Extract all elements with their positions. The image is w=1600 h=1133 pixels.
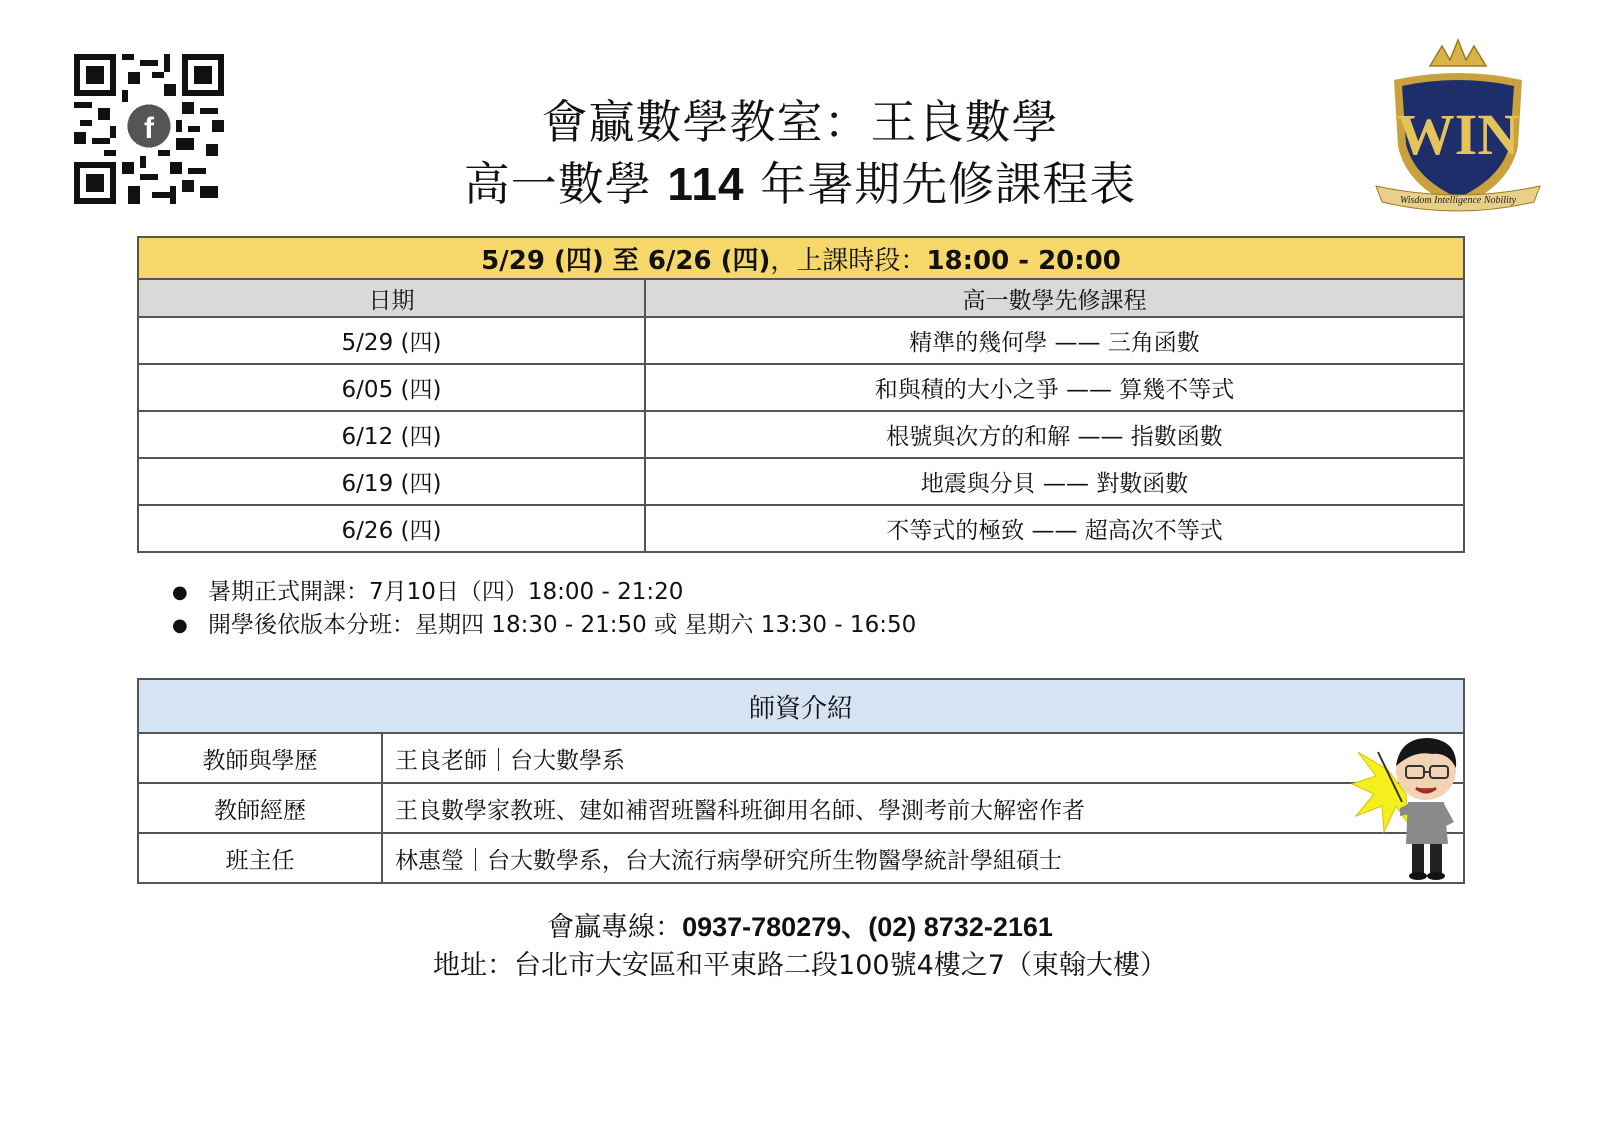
row-date: 6/19 (四) — [138, 458, 645, 505]
row-course: 和與積的大小之爭 —— 算幾不等式 — [645, 364, 1464, 411]
row-course: 根號與次方的和解 —— 指數函數 — [645, 411, 1464, 458]
table-row — [138, 833, 1464, 883]
contact-phone: 會贏專線：0937-780279、(02) 8732-2161 — [547, 912, 1053, 943]
teacher-mascot-illustration — [1348, 732, 1466, 882]
list-item: ● 暑期正式開課：7月10日（四）18:00 - 21:20 — [172, 576, 916, 609]
svg-text:WIN: WIN — [1396, 102, 1520, 167]
row-date: 6/26 (四) — [138, 505, 645, 552]
row-date: 6/12 (四) — [138, 411, 645, 458]
row-label: 教師經歷 — [138, 783, 382, 833]
staff-header-row — [138, 679, 1464, 733]
row-date: 5/29 (四) — [138, 317, 645, 364]
schedule-banner: 5/29 (四) 至 6/26 (四)，上課時段：18:00 - 20:00 — [138, 237, 1464, 279]
title-block — [200, 92, 1400, 214]
row-value: 王良數學家教班、建如補習班醫科班御用名師、學測考前大解密作者 — [382, 783, 1464, 833]
staff-heading: 師資介紹 — [138, 679, 1464, 733]
facebook-icon: f — [144, 112, 154, 145]
contact-info — [0, 908, 1600, 985]
table-row — [138, 458, 1464, 505]
svg-text:Wisdom Intelligence Nobility: Wisdom Intelligence Nobility — [1399, 195, 1517, 206]
table-row — [138, 505, 1464, 552]
row-label: 教師與學歷 — [138, 733, 382, 783]
schedule-table — [137, 236, 1465, 553]
contact-address: 地址：台北市大安區和平東路二段100號4樓之7（東翰大樓） — [433, 950, 1167, 981]
row-value: 林惠瑩｜台大數學系，台大流行病學研究所生物醫學統計學組碩士 — [382, 833, 1464, 883]
table-row — [138, 411, 1464, 458]
table-row — [138, 783, 1464, 833]
table-row — [138, 364, 1464, 411]
list-item: ● 開學後依版本分班：星期四 18:30 - 21:50 或 星期六 13:30 - 16:50 — [172, 609, 916, 642]
table-row — [138, 317, 1464, 364]
row-course: 精準的幾何學 —— 三角函數 — [645, 317, 1464, 364]
page-subtitle: 高一數學 114 年暑期先修課程表 — [463, 157, 1137, 211]
column-header-date: 日期 — [138, 279, 645, 317]
table-row — [138, 733, 1464, 783]
row-date: 6/05 (四) — [138, 364, 645, 411]
notes-list — [172, 576, 916, 642]
column-header-course: 高一數學先修課程 — [645, 279, 1464, 317]
staff-table — [137, 678, 1465, 884]
row-course: 不等式的極致 —— 超高次不等式 — [645, 505, 1464, 552]
page-title: 會贏數學教室：王良數學 — [541, 95, 1059, 149]
schedule-header-row — [138, 279, 1464, 317]
row-value: 王良老師｜台大數學系 — [382, 733, 1464, 783]
row-course: 地震與分貝 —— 對數函數 — [645, 458, 1464, 505]
row-label: 班主任 — [138, 833, 382, 883]
